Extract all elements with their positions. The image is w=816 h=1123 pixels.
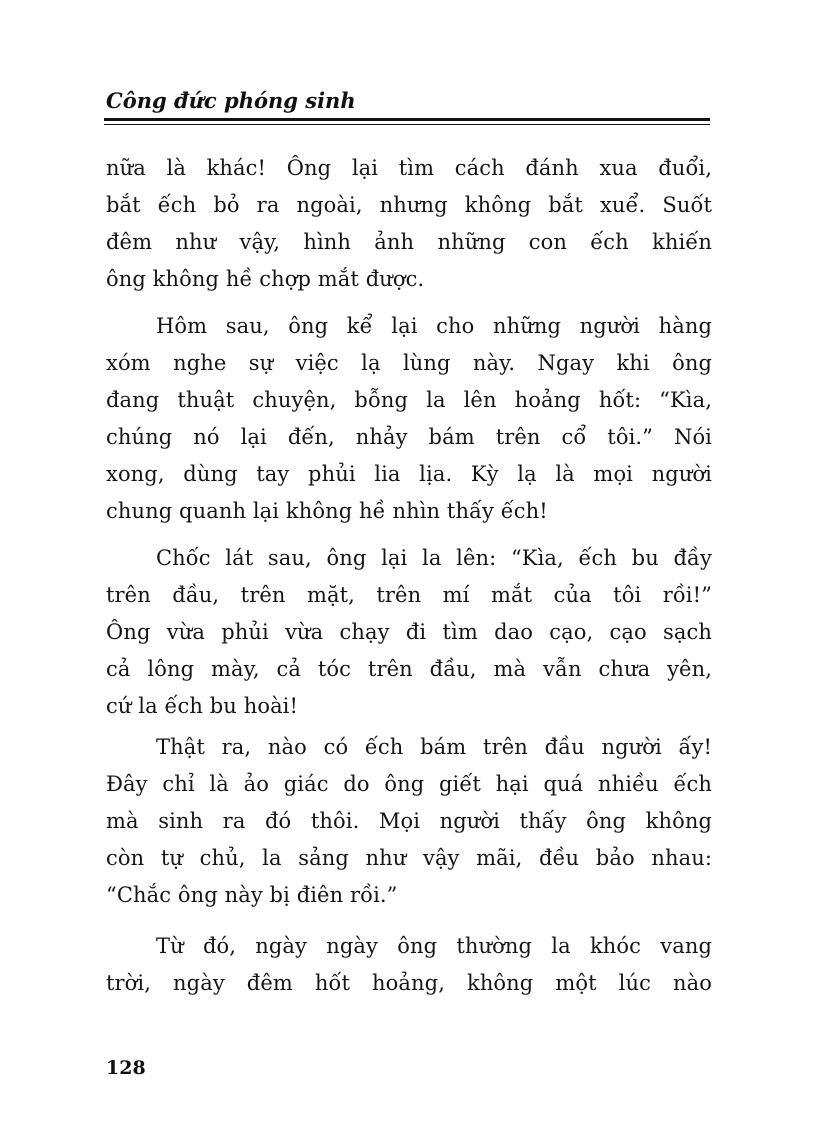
text-line: xóm nghe sự việc lạ lùng này. Ngay khi ông — [106, 351, 712, 375]
text-line: xong, dùng tay phủi lia lịa. Kỳ lạ là mọi người — [106, 462, 712, 486]
text-line: Từ đó, ngày ngày ông thường la khóc vang — [156, 934, 712, 958]
text-line: mà sinh ra đó thôi. Mọi người thấy ông không — [106, 809, 712, 833]
text-line: chúng nó lại đến, nhảy bám trên cổ tôi.” Nói — [106, 425, 712, 449]
text-line: nữa là khác! Ông lại tìm cách đánh xua đuổi, — [106, 156, 712, 180]
text-line: Chốc lát sau, ông lại la lên: “Kìa, ếch bu đầy — [156, 546, 712, 570]
paragraph-5 — [106, 928, 712, 1002]
text-line: Thật ra, nào có ếch bám trên đầu người ấy! — [156, 735, 712, 759]
text-line: Ông vừa phủi vừa chạy đi tìm dao cạo, cạo sạch — [106, 620, 712, 644]
paragraph-3 — [106, 540, 712, 725]
paragraph-2 — [106, 308, 712, 530]
text-line: chung quanh lại không hề nhìn thấy ếch! — [106, 499, 548, 523]
text-line: bắt ếch bỏ ra ngoài, nhưng không bắt xuể. Suốt — [106, 193, 712, 217]
paragraph-gap — [106, 530, 712, 540]
paragraph-1 — [106, 150, 712, 298]
text-line: đêm như vậy, hình ảnh những con ếch khiến — [106, 230, 712, 254]
text-line: đang thuật chuyện, bỗng la lên hoảng hốt: “Kìa, — [106, 388, 712, 412]
header-rule-thick — [104, 118, 710, 121]
text-line: Đây chỉ là ảo giác do ông giết hại quá nhiều ếch — [106, 772, 712, 796]
text-line: “Chắc ông này bị điên rồi.” — [106, 883, 398, 907]
text-line: còn tự chủ, la sảng như vậy mãi, đều bảo nhau: — [106, 846, 712, 870]
text-line: trời, ngày đêm hốt hoảng, không một lúc nào — [106, 971, 712, 995]
page-number: 128 — [106, 1057, 146, 1079]
paragraph-gap — [106, 298, 712, 308]
paragraph-4 — [106, 729, 712, 914]
body-text — [106, 150, 712, 1002]
text-line: cứ la ếch bu hoài! — [106, 694, 299, 718]
paragraph-gap — [106, 914, 712, 928]
text-line: Hôm sau, ông kể lại cho những người hàng — [156, 314, 712, 338]
text-line: ông không hề chợp mắt được. — [106, 267, 425, 291]
text-line: trên đầu, trên mặt, trên mí mắt của tôi rồi!” — [106, 583, 712, 607]
header-rule-thin — [104, 124, 710, 125]
running-header-title: Công đức phóng sinh — [106, 88, 356, 113]
text-line: cả lông mày, cả tóc trên đầu, mà vẫn chưa yên, — [106, 657, 712, 681]
